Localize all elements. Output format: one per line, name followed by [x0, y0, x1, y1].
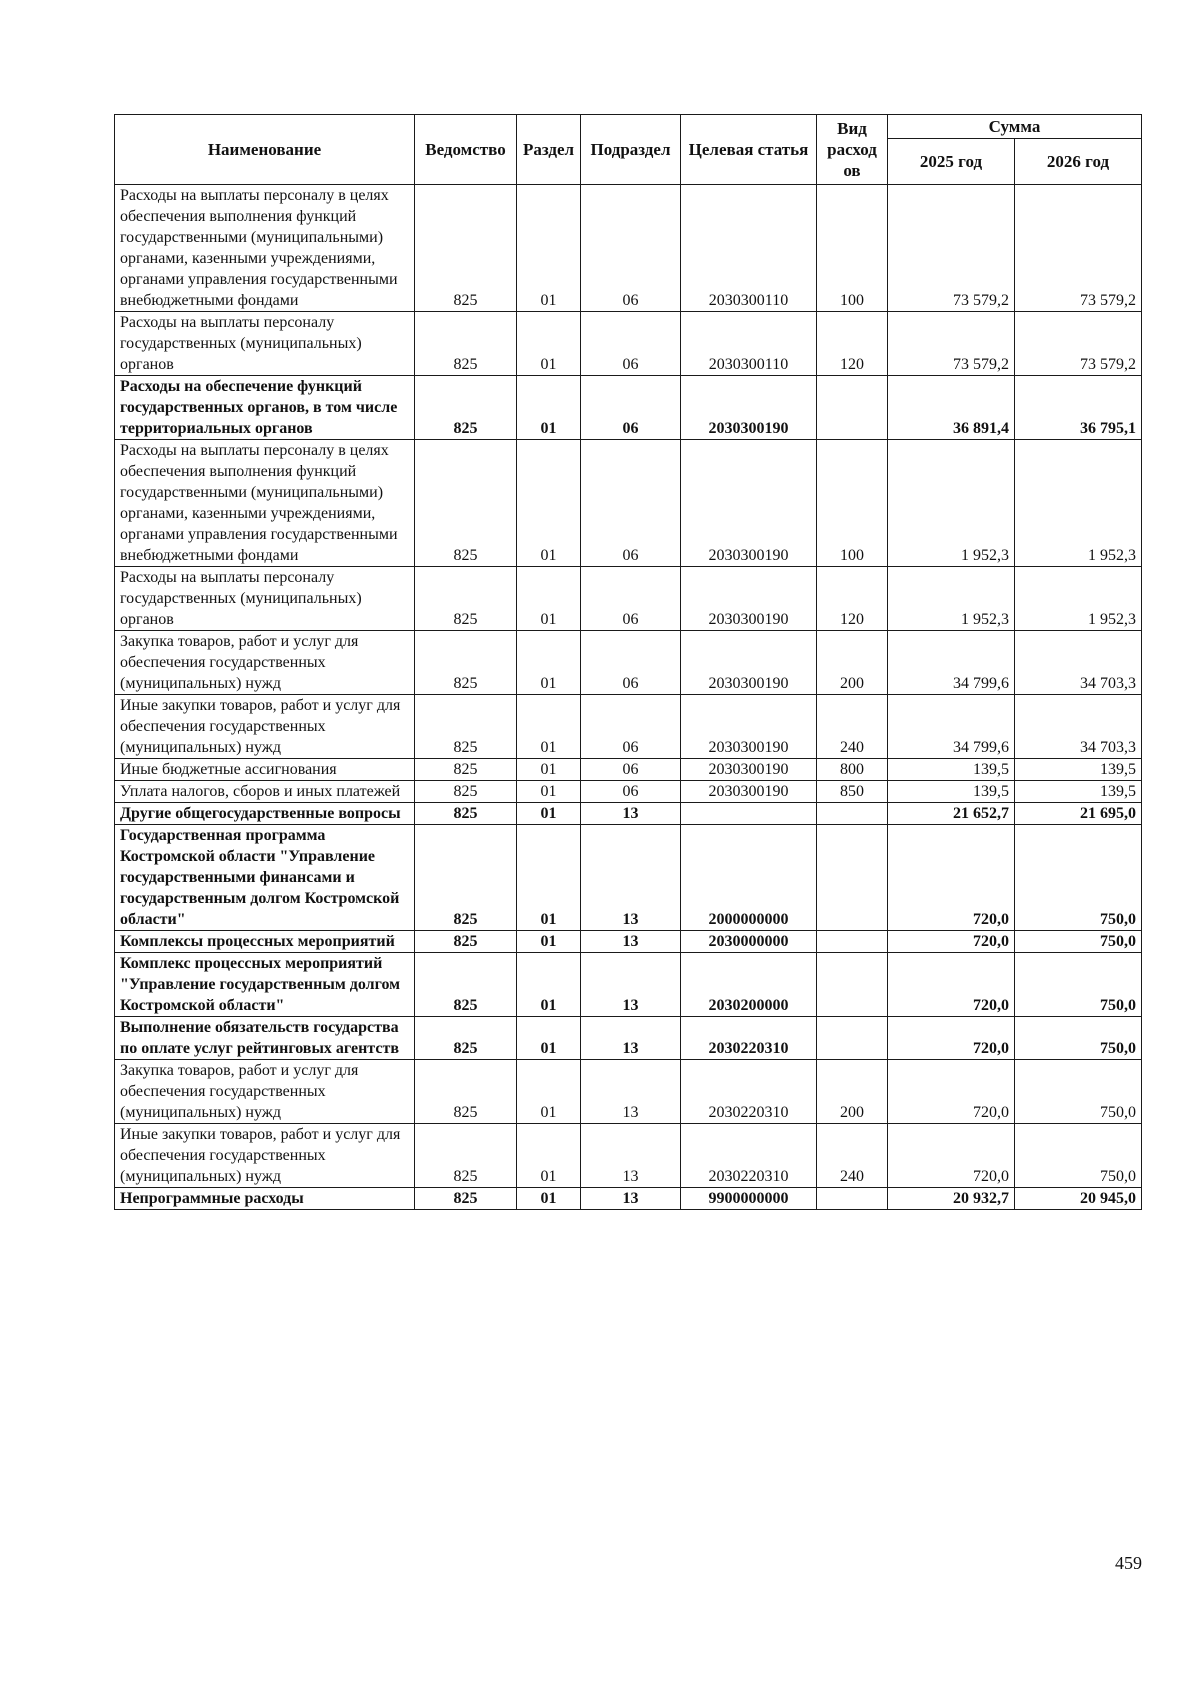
cell-section: 01 — [517, 953, 581, 1017]
cell-name: Расходы на обеспечение функций государственных органов, в том числе территориальных органов — [115, 376, 415, 440]
cell-subsection: 06 — [581, 567, 681, 631]
cell-section: 01 — [517, 1060, 581, 1124]
cell-section: 01 — [517, 1124, 581, 1188]
cell-sum-2025: 21 652,7 — [888, 803, 1015, 825]
cell-sum-2026: 750,0 — [1015, 825, 1142, 931]
cell-subsection: 06 — [581, 440, 681, 567]
cell-sum-2025: 36 891,4 — [888, 376, 1015, 440]
table-row — [115, 1060, 1142, 1124]
cell-sum-2025: 139,5 — [888, 781, 1015, 803]
cell-subsection: 13 — [581, 1188, 681, 1210]
table-row — [115, 312, 1142, 376]
table-row — [115, 825, 1142, 931]
cell-expense-type — [817, 376, 888, 440]
cell-name: Расходы на выплаты персоналу государственных (муниципальных) органов — [115, 567, 415, 631]
cell-name: Уплата налогов, сборов и иных платежей — [115, 781, 415, 803]
cell-sum-2026: 73 579,2 — [1015, 185, 1142, 312]
cell-department: 825 — [415, 631, 517, 695]
cell-expense-type: 120 — [817, 312, 888, 376]
cell-name: Расходы на выплаты персоналу в целях обеспечения выполнения функций государственными (муниципальными) органами, казенными учреждениями, органами управления государственными внебюджетными фондами — [115, 440, 415, 567]
cell-section: 01 — [517, 1188, 581, 1210]
header-sum: Сумма — [888, 115, 1142, 139]
page-number: 459 — [1115, 1553, 1142, 1573]
header-target-article: Целевая статья — [681, 115, 817, 185]
table-row — [115, 1017, 1142, 1060]
table-row — [115, 185, 1142, 312]
cell-department: 825 — [415, 376, 517, 440]
cell-section: 01 — [517, 312, 581, 376]
cell-department: 825 — [415, 567, 517, 631]
cell-sum-2026: 73 579,2 — [1015, 312, 1142, 376]
table-row — [115, 440, 1142, 567]
cell-sum-2026: 750,0 — [1015, 931, 1142, 953]
cell-section: 01 — [517, 440, 581, 567]
cell-expense-type: 100 — [817, 440, 888, 567]
cell-department: 825 — [415, 1060, 517, 1124]
cell-target-article: 2030300190 — [681, 781, 817, 803]
cell-target-article: 9900000000 — [681, 1188, 817, 1210]
cell-name: Государственная программа Костромской области "Управление государственными финансами и государственным долгом Костромской области" — [115, 825, 415, 931]
cell-name: Иные закупки товаров, работ и услуг для обеспечения государственных (муниципальных) нужд — [115, 1124, 415, 1188]
cell-department: 825 — [415, 1017, 517, 1060]
cell-department: 825 — [415, 312, 517, 376]
cell-subsection: 06 — [581, 781, 681, 803]
cell-sum-2025: 720,0 — [888, 1017, 1015, 1060]
cell-sum-2025: 720,0 — [888, 825, 1015, 931]
cell-department: 825 — [415, 185, 517, 312]
cell-section: 01 — [517, 185, 581, 312]
cell-target-article: 2030300190 — [681, 376, 817, 440]
header-year-2025: 2025 год — [888, 139, 1015, 185]
cell-sum-2026: 750,0 — [1015, 1060, 1142, 1124]
cell-expense-type: 100 — [817, 185, 888, 312]
cell-target-article: 2030220310 — [681, 1060, 817, 1124]
cell-target-article — [681, 803, 817, 825]
cell-department: 825 — [415, 1124, 517, 1188]
cell-sum-2026: 36 795,1 — [1015, 376, 1142, 440]
cell-target-article: 2030300190 — [681, 631, 817, 695]
cell-department: 825 — [415, 759, 517, 781]
cell-sum-2025: 73 579,2 — [888, 185, 1015, 312]
cell-department: 825 — [415, 695, 517, 759]
cell-subsection: 06 — [581, 631, 681, 695]
cell-sum-2026: 20 945,0 — [1015, 1188, 1142, 1210]
table-row — [115, 631, 1142, 695]
cell-section: 01 — [517, 631, 581, 695]
cell-expense-type: 800 — [817, 759, 888, 781]
budget-table — [114, 114, 1142, 1210]
cell-sum-2026: 34 703,3 — [1015, 695, 1142, 759]
cell-subsection: 06 — [581, 312, 681, 376]
cell-target-article: 2030220310 — [681, 1017, 817, 1060]
cell-sum-2025: 720,0 — [888, 1124, 1015, 1188]
cell-section: 01 — [517, 781, 581, 803]
cell-sum-2025: 34 799,6 — [888, 695, 1015, 759]
cell-sum-2026: 139,5 — [1015, 759, 1142, 781]
cell-department: 825 — [415, 931, 517, 953]
table-row — [115, 931, 1142, 953]
table-row — [115, 759, 1142, 781]
cell-target-article: 2030300190 — [681, 695, 817, 759]
cell-subsection: 06 — [581, 759, 681, 781]
cell-department: 825 — [415, 440, 517, 567]
cell-subsection: 13 — [581, 825, 681, 931]
cell-expense-type: 240 — [817, 695, 888, 759]
cell-sum-2026: 139,5 — [1015, 781, 1142, 803]
cell-name: Закупка товаров, работ и услуг для обеспечения государственных (муниципальных) нужд — [115, 631, 415, 695]
cell-target-article: 2000000000 — [681, 825, 817, 931]
cell-department: 825 — [415, 953, 517, 1017]
header-expense-type: Вид расход ов — [817, 115, 888, 185]
cell-name: Комплекс процессных мероприятий "Управление государственным долгом Костромской области" — [115, 953, 415, 1017]
cell-sum-2025: 720,0 — [888, 1060, 1015, 1124]
table-row — [115, 781, 1142, 803]
cell-sum-2026: 1 952,3 — [1015, 440, 1142, 567]
cell-section: 01 — [517, 1017, 581, 1060]
cell-section: 01 — [517, 931, 581, 953]
cell-expense-type: 120 — [817, 567, 888, 631]
table-row — [115, 567, 1142, 631]
cell-section: 01 — [517, 803, 581, 825]
cell-name: Расходы на выплаты персоналу в целях обеспечения выполнения функций государственными (муниципальными) органами, казенными учреждениями, органами управления государственными внебюджетными фондами — [115, 185, 415, 312]
cell-name: Иные закупки товаров, работ и услуг для обеспечения государственных (муниципальных) нужд — [115, 695, 415, 759]
cell-expense-type — [817, 1017, 888, 1060]
cell-target-article: 2030300190 — [681, 440, 817, 567]
table-body — [115, 185, 1142, 1210]
cell-section: 01 — [517, 695, 581, 759]
cell-target-article: 2030300190 — [681, 759, 817, 781]
cell-subsection: 13 — [581, 1017, 681, 1060]
cell-name: Закупка товаров, работ и услуг для обеспечения государственных (муниципальных) нужд — [115, 1060, 415, 1124]
header-subsection: Подраздел — [581, 115, 681, 185]
cell-subsection: 06 — [581, 376, 681, 440]
header-section: Раздел — [517, 115, 581, 185]
cell-expense-type — [817, 1188, 888, 1210]
cell-target-article: 2030220310 — [681, 1124, 817, 1188]
cell-target-article: 2030300190 — [681, 567, 817, 631]
cell-target-article: 2030300110 — [681, 312, 817, 376]
cell-sum-2026: 750,0 — [1015, 1017, 1142, 1060]
cell-sum-2026: 21 695,0 — [1015, 803, 1142, 825]
cell-name: Расходы на выплаты персоналу государственных (муниципальных) органов — [115, 312, 415, 376]
cell-sum-2026: 750,0 — [1015, 1124, 1142, 1188]
table-row — [115, 953, 1142, 1017]
cell-department: 825 — [415, 1188, 517, 1210]
cell-target-article: 2030200000 — [681, 953, 817, 1017]
cell-subsection: 13 — [581, 953, 681, 1017]
cell-expense-type: 850 — [817, 781, 888, 803]
table-row — [115, 376, 1142, 440]
cell-department: 825 — [415, 803, 517, 825]
cell-sum-2026: 34 703,3 — [1015, 631, 1142, 695]
cell-sum-2025: 720,0 — [888, 953, 1015, 1017]
table-row — [115, 695, 1142, 759]
cell-sum-2026: 750,0 — [1015, 953, 1142, 1017]
header-department: Ведомство — [415, 115, 517, 185]
table-row — [115, 1188, 1142, 1210]
cell-subsection: 06 — [581, 185, 681, 312]
cell-expense-type — [817, 825, 888, 931]
header-name: Наименование — [115, 115, 415, 185]
cell-name: Непрограммные расходы — [115, 1188, 415, 1210]
cell-section: 01 — [517, 825, 581, 931]
cell-name: Комплексы процессных мероприятий — [115, 931, 415, 953]
cell-sum-2025: 34 799,6 — [888, 631, 1015, 695]
table-row — [115, 1124, 1142, 1188]
cell-subsection: 13 — [581, 1060, 681, 1124]
table-row — [115, 803, 1142, 825]
cell-target-article: 2030300110 — [681, 185, 817, 312]
cell-sum-2025: 720,0 — [888, 931, 1015, 953]
cell-expense-type — [817, 953, 888, 1017]
cell-name: Другие общегосударственные вопросы — [115, 803, 415, 825]
cell-section: 01 — [517, 567, 581, 631]
cell-department: 825 — [415, 825, 517, 931]
cell-subsection: 13 — [581, 931, 681, 953]
cell-expense-type: 240 — [817, 1124, 888, 1188]
cell-sum-2025: 1 952,3 — [888, 567, 1015, 631]
cell-expense-type: 200 — [817, 1060, 888, 1124]
cell-section: 01 — [517, 759, 581, 781]
cell-subsection: 13 — [581, 1124, 681, 1188]
cell-sum-2026: 1 952,3 — [1015, 567, 1142, 631]
cell-expense-type — [817, 931, 888, 953]
cell-expense-type — [817, 803, 888, 825]
cell-subsection: 06 — [581, 695, 681, 759]
cell-expense-type: 200 — [817, 631, 888, 695]
header-year-2026: 2026 год — [1015, 139, 1142, 185]
cell-department: 825 — [415, 781, 517, 803]
cell-target-article: 2030000000 — [681, 931, 817, 953]
cell-subsection: 13 — [581, 803, 681, 825]
cell-sum-2025: 20 932,7 — [888, 1188, 1015, 1210]
cell-name: Выполнение обязательств государства по оплате услуг рейтинговых агентств — [115, 1017, 415, 1060]
cell-section: 01 — [517, 376, 581, 440]
cell-sum-2025: 1 952,3 — [888, 440, 1015, 567]
cell-name: Иные бюджетные ассигнования — [115, 759, 415, 781]
cell-sum-2025: 139,5 — [888, 759, 1015, 781]
cell-sum-2025: 73 579,2 — [888, 312, 1015, 376]
